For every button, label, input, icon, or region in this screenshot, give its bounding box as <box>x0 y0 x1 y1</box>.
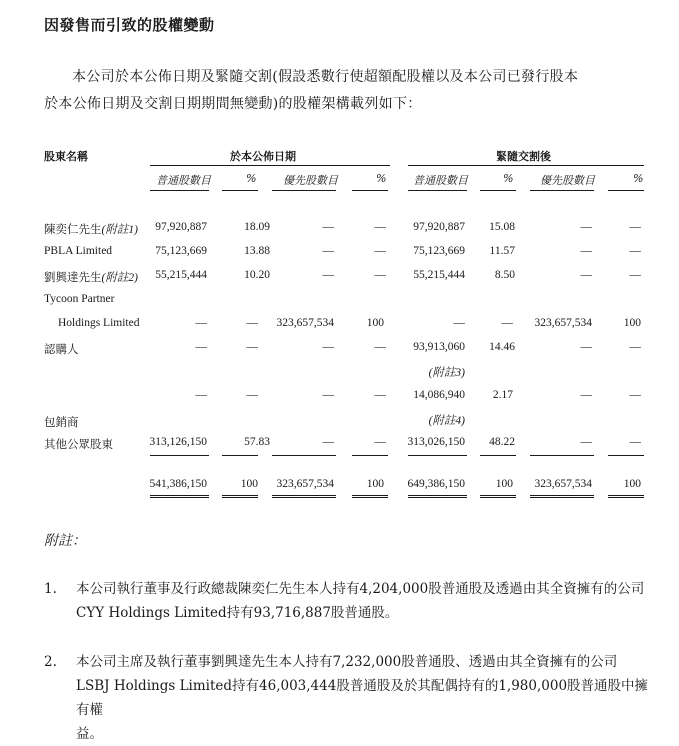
shareholder-name: Tycoon Partner <box>44 293 115 305</box>
shareholder-name: 包銷商 <box>44 417 79 429</box>
sub-head-pct-before: % <box>246 172 257 185</box>
total-double-rule <box>272 495 336 498</box>
total-rule <box>222 455 258 456</box>
cell-after-pct: 11.57 <box>489 245 515 257</box>
cell-after-pct2: — <box>629 436 641 448</box>
table-row <box>44 245 112 257</box>
cell-after-pct2: — <box>629 389 641 401</box>
sub-head-ordinary-after: 普通股數目 <box>413 174 468 187</box>
total-double-rule <box>608 495 644 498</box>
cell-after-preferred: — <box>580 341 592 353</box>
shareholder-name: PBLA Limited <box>44 245 113 257</box>
shareholder-name: 認購人 <box>44 344 79 356</box>
cell-after-preferred: — <box>580 245 592 257</box>
cell-before-pct2: — <box>374 436 386 448</box>
cell-before-pct: 18.09 <box>244 221 270 233</box>
intro-paragraph <box>44 64 654 118</box>
cell-before-ordinary: 97,920,887 <box>155 221 207 233</box>
sub-rule <box>222 190 258 191</box>
cell-before-pct: — <box>246 341 258 353</box>
cell-after-pct: 15.08 <box>489 221 515 233</box>
cell-after-pct: — <box>501 317 513 329</box>
cell-before-preferred: — <box>322 341 334 353</box>
note-ref: (附註3) <box>428 367 465 379</box>
note-number: 1. <box>44 581 57 597</box>
cell-before-pct2: — <box>374 341 386 353</box>
note-ref: (附註2) <box>101 272 138 284</box>
total-double-rule <box>408 495 467 498</box>
sub-rule <box>480 190 516 191</box>
sub-head-pct2-before: % <box>376 172 387 185</box>
total-double-rule <box>480 495 516 498</box>
sub-rule <box>150 190 209 191</box>
sub-head-preferred-before: 優先股數目 <box>283 174 338 187</box>
sub-rule <box>530 190 594 191</box>
cell-after-preferred: 323,657,534 <box>534 317 592 329</box>
cell-before-ordinary: — <box>195 389 207 401</box>
cell-after-preferred: — <box>580 389 592 401</box>
sub-head-preferred-after: 優先股數目 <box>540 174 595 187</box>
total-double-rule <box>222 495 258 498</box>
note-ref: (附註4) <box>428 415 465 427</box>
cell-after-ordinary: 313,026,150 <box>407 436 465 448</box>
shareholder-name: 劉興達先生 <box>44 272 102 284</box>
cell-before-preferred: — <box>322 389 334 401</box>
intro-line-2: 於本公佈日期及交割日期期間無變動)的股權架構載列如下： <box>44 96 422 112</box>
total-before-preferred: 323,657,534 <box>276 478 334 490</box>
total-rule <box>608 455 644 456</box>
total-after-preferred: 323,657,534 <box>534 478 592 490</box>
table-row <box>44 221 138 237</box>
cell-after-pct2: — <box>629 221 641 233</box>
cell-before-pct: — <box>246 389 258 401</box>
note-item-2 <box>44 650 654 742</box>
cell-after-ordinary: 93,913,060 <box>413 341 465 353</box>
cell-before-ordinary: — <box>195 317 207 329</box>
cell-after-pct2: — <box>629 341 641 353</box>
note-text <box>76 577 654 625</box>
total-rule <box>272 455 336 456</box>
cell-before-pct2: — <box>374 245 386 257</box>
total-double-rule <box>150 495 209 498</box>
cell-after-pct2: 100 <box>623 317 641 329</box>
cell-after-pct: 14.46 <box>489 341 515 353</box>
cell-before-pct2: — <box>374 221 386 233</box>
total-before-ordinary: 541,386,150 <box>149 478 207 490</box>
sub-rule <box>408 190 467 191</box>
sub-rule <box>272 190 336 191</box>
shareholder-name-line2: Holdings Limited <box>58 317 140 329</box>
note-line: CYY Holdings Limited持有93,716,887股普通股。 <box>76 605 399 621</box>
sub-rule <box>608 190 644 191</box>
cell-before-preferred: — <box>322 269 334 281</box>
cell-before-ordinary: 75,123,669 <box>155 245 207 257</box>
cell-after-preferred: — <box>580 221 592 233</box>
cell-before-pct2: 100 <box>366 317 384 329</box>
group-rule-after <box>408 165 644 166</box>
table-row <box>44 269 138 285</box>
total-before-pct2: 100 <box>366 478 384 490</box>
shareholder-name: 陳奕仁先生 <box>44 224 102 236</box>
note-line: 本公司執行董事及行政總裁陳奕仁先生本人持有4,204,000股普通股及透過由其全資擁有的公司 <box>76 581 645 597</box>
total-rule <box>530 455 594 456</box>
total-double-rule <box>352 495 388 498</box>
cell-before-ordinary: 313,126,150 <box>149 436 207 448</box>
sub-head-ordinary-before: 普通股數目 <box>156 174 211 187</box>
col-shareholder-name: 股東名稱 <box>44 150 88 163</box>
cell-after-preferred: — <box>580 269 592 281</box>
note-text <box>76 650 654 746</box>
intro-line-1: 本公司於本公佈日期及緊隨交割(假設悉數行使超額配股權以及本公司已發行股本 <box>72 69 579 85</box>
cell-before-ordinary: 55,215,444 <box>155 269 207 281</box>
total-double-rule <box>530 495 594 498</box>
total-before-pct: 100 <box>240 478 258 490</box>
cell-after-ordinary: — <box>453 317 465 329</box>
total-after-ordinary: 649,386,150 <box>407 478 465 490</box>
sub-head-pct2-after: % <box>633 172 644 185</box>
sub-rule <box>352 190 388 191</box>
cell-before-pct: 13.88 <box>244 245 270 257</box>
group-head-after: 緊隨交割後 <box>496 150 551 163</box>
group-rule-before <box>150 165 390 166</box>
cell-after-pct: 48.22 <box>489 436 515 448</box>
note-line: 益。 <box>76 726 103 742</box>
cell-before-preferred: — <box>322 436 334 448</box>
cell-after-ordinary: 97,920,887 <box>413 221 465 233</box>
cell-after-pct: 8.50 <box>494 269 515 281</box>
total-after-pct2: 100 <box>623 478 641 490</box>
cell-before-pct: 10.20 <box>244 269 270 281</box>
note-line: LSBJ Holdings Limited持有46,003,444股普通股及於其配偶持有的1,980,000股普通股中擁有權 <box>76 678 649 718</box>
cell-before-preferred: — <box>322 221 334 233</box>
note-item-1 <box>44 577 654 627</box>
total-rule <box>352 455 388 456</box>
note-line: 本公司主席及執行董事劉興達先生本人持有7,232,000股普通股、透過由其全資擁有的公司 <box>76 654 618 670</box>
cell-after-pct2: — <box>629 245 641 257</box>
cell-before-preferred: — <box>322 245 334 257</box>
cell-after-ordinary: 55,215,444 <box>413 269 465 281</box>
cell-before-preferred: 323,657,534 <box>276 317 334 329</box>
cell-after-preferred: — <box>580 436 592 448</box>
sub-head-pct-after: % <box>503 172 514 185</box>
total-rule <box>408 455 467 456</box>
notes-title: 附註： <box>44 533 86 549</box>
note-ref: (附註1) <box>101 224 138 236</box>
note-number: 2. <box>44 654 57 670</box>
cell-before-pct2: — <box>374 269 386 281</box>
total-after-pct: 100 <box>495 478 513 490</box>
total-rule <box>150 455 209 456</box>
cell-before-pct: 57.83 <box>244 436 270 448</box>
section-heading: 因發售而引致的股權變動 <box>44 16 215 34</box>
group-head-before: 於本公佈日期 <box>230 150 296 163</box>
cell-after-ordinary: 75,123,669 <box>413 245 465 257</box>
cell-before-pct2: — <box>374 389 386 401</box>
total-rule <box>480 455 516 456</box>
cell-after-ordinary: 14,086,940 <box>413 389 465 401</box>
cell-before-pct: — <box>246 317 258 329</box>
cell-after-pct2: — <box>629 269 641 281</box>
cell-before-ordinary: — <box>195 341 207 353</box>
cell-after-pct: 2.17 <box>492 389 513 401</box>
shareholder-name: 其他公眾股東 <box>44 439 113 451</box>
